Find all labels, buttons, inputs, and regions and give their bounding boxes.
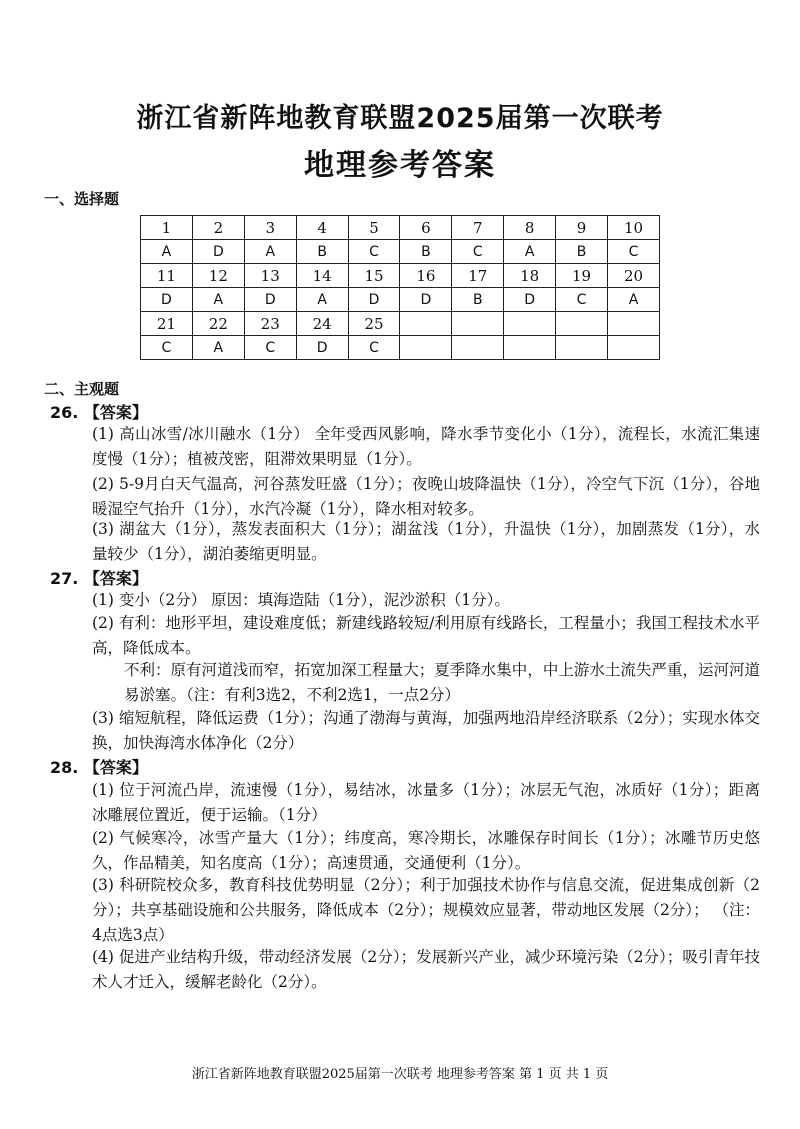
answer-letter-cell: B	[556, 240, 608, 264]
question-number-cell	[504, 312, 556, 336]
question-number-cell	[400, 312, 452, 336]
answer-letter-cell: A	[141, 240, 193, 264]
question-number-cell: 13	[244, 264, 296, 288]
question-number-cell: 8	[504, 216, 556, 240]
question-number-row	[141, 264, 660, 288]
q28-item-1: (1) 位于河流凸岸，流速慢（1分），易结冰，冰量多（1分）；冰层无气泡，冰质好（1分）；距离冰雕展位置近，便于运输。（1分）	[92, 781, 760, 824]
answer-letter-cell: D	[141, 288, 193, 312]
question-number-cell: 24	[296, 312, 348, 336]
answer-letter-row	[141, 336, 660, 360]
q28-item-3: (3) 科研院校众多，教育科技优势明显（2分）；利于加强技术协作与信息交流，促进集成创新（2分）；共享基础设施和公共服务，降低成本（2分）；规模效应显著，带动地区发展（2分）； （注：4点选3点）	[92, 876, 760, 944]
answer-letter-cell: B	[400, 240, 452, 264]
question-number-cell: 19	[556, 264, 608, 288]
answer-letter-cell: C	[348, 336, 400, 360]
answer-letter-cell: A	[192, 288, 244, 312]
question-number-cell: 23	[244, 312, 296, 336]
question-number-cell: 25	[348, 312, 400, 336]
answer-letter-cell: A	[504, 240, 556, 264]
question-number-cell: 3	[244, 216, 296, 240]
question-number-cell: 22	[192, 312, 244, 336]
answer-letter-cell: C	[348, 240, 400, 264]
q26-item-2: (2) 5-9月白天气温高，河谷蒸发旺盛（1分）；夜晚山坡降温快（1分），冷空气下沉（1分），谷地暖湿空气抬升（1分），水汽冷凝（1分），降水相对较多。	[92, 475, 760, 518]
question-number-cell: 16	[400, 264, 452, 288]
answer-letter-cell: D	[400, 288, 452, 312]
answer-letter-cell: D	[296, 336, 348, 360]
answer-letter-cell: D	[244, 288, 296, 312]
question-number-cell: 6	[400, 216, 452, 240]
document-subtitle: 地理参考答案	[304, 148, 496, 183]
answer-letter-cell: A	[296, 288, 348, 312]
q27-item-1: (1) 变小（2分） 原因：填海造陆（1分），泥沙淤积（1分）。	[92, 591, 510, 609]
answer-letter-cell: A	[244, 240, 296, 264]
q28-item-4: (4) 促进产业结构升级，带动经济发展（2分）；发展新兴产业，减少环境污染（2分）；吸引青年技术人才迁入，缓解老龄化（2分）。	[92, 948, 760, 991]
answer-letter-cell: B	[296, 240, 348, 264]
section-subjective-heading: 二、主观题	[44, 380, 120, 398]
exam-title: 浙江省新阵地教育联盟2025届第一次联考	[136, 103, 664, 134]
page-footer: 浙江省新阵地教育联盟2025届第一次联考 地理参考答案 第 1 页 共 1 页	[191, 1067, 609, 1082]
answer-letter-cell: D	[504, 288, 556, 312]
q26-item-1: (1) 高山冰雪/冰川融水（1分） 全年受西风影响，降水季节变化小（1分），流程长，水流汇集速度慢（1分）；植被茂密，阻滞效果明显（1分）。	[92, 425, 760, 468]
q28-heading: 28. 【答案】	[50, 758, 148, 777]
question-number-cell: 20	[608, 264, 660, 288]
answer-letter-cell: A	[192, 336, 244, 360]
choice-answer-table	[140, 215, 660, 360]
q27-item-3: (3) 缩短航程，降低运费（1分）；沟通了渤海与黄海，加强两地沿岸经济联系（2分）；实现水体交换，加快海湾水体净化（2分）	[92, 709, 760, 752]
answer-letter-cell: D	[192, 240, 244, 264]
question-number-cell: 1	[141, 216, 193, 240]
question-number-cell: 15	[348, 264, 400, 288]
question-number-cell: 21	[141, 312, 193, 336]
answer-letter-cell: B	[452, 288, 504, 312]
question-number-cell	[556, 312, 608, 336]
answer-letter-cell	[452, 336, 504, 360]
answer-letter-cell: C	[452, 240, 504, 264]
question-number-cell: 9	[556, 216, 608, 240]
q27-heading: 27. 【答案】	[50, 569, 148, 588]
answer-letter-cell: D	[348, 288, 400, 312]
question-number-cell: 14	[296, 264, 348, 288]
question-number-cell	[608, 312, 660, 336]
question-number-cell: 11	[141, 264, 193, 288]
question-number-cell: 18	[504, 264, 556, 288]
question-number-row	[141, 216, 660, 240]
question-number-cell: 10	[608, 216, 660, 240]
question-number-cell: 5	[348, 216, 400, 240]
question-number-cell: 12	[192, 264, 244, 288]
answer-letter-row	[141, 240, 660, 264]
question-number-cell: 7	[452, 216, 504, 240]
question-number-cell: 2	[192, 216, 244, 240]
answer-letter-cell	[504, 336, 556, 360]
answer-letter-cell: C	[556, 288, 608, 312]
q26-heading: 26. 【答案】	[50, 403, 148, 422]
answer-letter-cell: C	[141, 336, 193, 360]
answer-letter-row	[141, 288, 660, 312]
question-number-cell: 17	[452, 264, 504, 288]
answer-letter-cell: C	[608, 240, 660, 264]
q26-item-3: (3) 湖盆大（1分），蒸发表面积大（1分）；湖盆浅（1分），升温快（1分），加剧蒸发（1分），水量较少（1分），湖泊萎缩更明显。	[92, 520, 760, 563]
answer-letter-cell	[400, 336, 452, 360]
answer-letter-cell	[556, 336, 608, 360]
question-number-cell	[452, 312, 504, 336]
answer-letter-cell: C	[244, 336, 296, 360]
answer-letter-cell	[608, 336, 660, 360]
question-number-row	[141, 312, 660, 336]
q27-item-2: (2) 有利：地形平坦，建设难度低；新建线路较短/利用原有线路长，工程量小；我国工程技术水平高，降低成本。	[92, 614, 760, 657]
answer-letter-cell: A	[608, 288, 660, 312]
q27-item-2-disadvantages: 不利：原有河道浅而窄，拓宽加深工程量大；夏季降水集中，中上游水土流失严重，运河河道易淤塞。（注：有利3选2，不利2选1，一点2分）	[124, 661, 760, 704]
question-number-cell: 4	[296, 216, 348, 240]
section-choice-heading: 一、选择题	[44, 190, 120, 208]
q28-item-2: (2) 气候寒冷，冰雪产量大（1分）；纬度高，寒冷期长，冰雕保存时间长（1分）；冰雕节历史悠久，作品精美，知名度高（1分）；高速贯通，交通便利（1分）。	[92, 829, 760, 872]
